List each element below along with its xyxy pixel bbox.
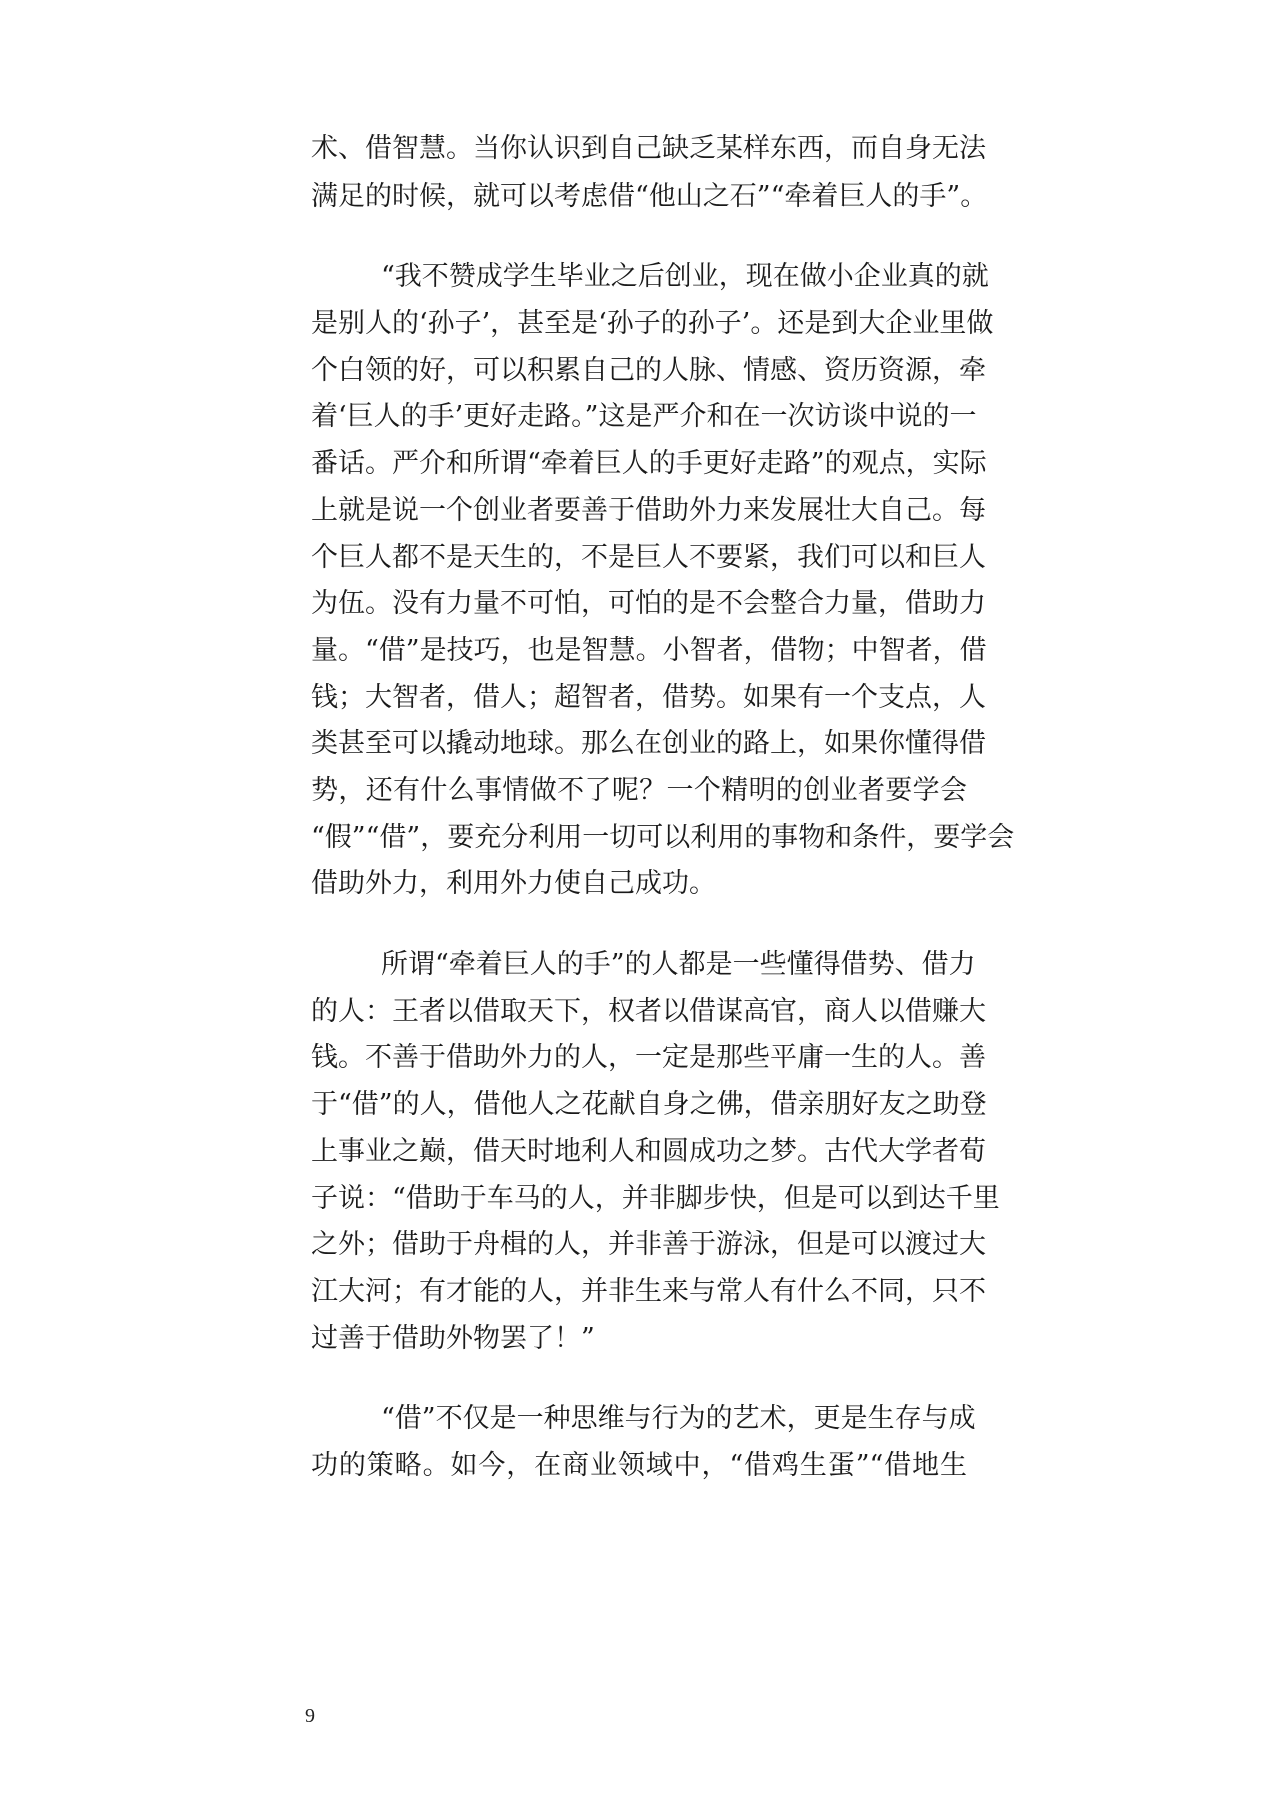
- text-line: 上就是说一个创业者要善于借助外力来发展壮大自己。每: [311, 495, 986, 526]
- page-number: 9: [305, 1705, 315, 1727]
- text-line: 钱。不善于借助外力的人，一定是那些平庸一生的人。善: [311, 1042, 986, 1073]
- text-line: “借”不仅是一种思维与行为的艺术，更是生存与成: [381, 1403, 976, 1434]
- text-line: “我不赞成学生毕业之后创业，现在做小企业真的就: [381, 261, 989, 292]
- text-line: 过善于借助外物罢了！”: [311, 1323, 595, 1354]
- text-line: 势，还有什么事情做不了呢？一个精明的创业者要学会: [311, 775, 967, 806]
- text-line: 番话。严介和所谓“牵着巨人的手更好走路”的观点，实际: [311, 448, 987, 479]
- text-line: “假”“借”，要充分利用一切可以利用的事物和条件，要学会: [311, 822, 1015, 853]
- text-line: 个巨人都不是天生的，不是巨人不要紧，我们可以和巨人: [311, 542, 986, 573]
- text-line: 量。“借”是技巧，也是智慧。小智者，借物；中智者，借: [311, 635, 987, 666]
- text-line: 所谓“牵着巨人的手”的人都是一些懂得借势、借力: [381, 949, 976, 980]
- text-line: 功的策略。如今，在商业领域中，“借鸡生蛋”“借地生: [311, 1450, 967, 1481]
- text-line: 江大河；有才能的人，并非生来与常人有什么不同，只不: [311, 1276, 986, 1307]
- text-line: 类甚至可以撬动地球。那么在创业的路上，如果你懂得借: [311, 728, 986, 759]
- text-line: 为伍。没有力量不可怕，可怕的是不会整合力量，借助力: [311, 588, 986, 619]
- text-line: 于“借”的人，借他人之花献自身之佛，借亲朋好友之助登: [311, 1089, 987, 1120]
- text-line: 满足的时候，就可以考虑借“他山之石”“牵着巨人的手”。: [311, 181, 988, 212]
- text-line: 的人：王者以借取天下，权者以借谋高官，商人以借赚大: [311, 996, 986, 1027]
- text-line: 是别人的‘孙子’，甚至是‘孙子的孙子’。还是到大企业里做: [311, 308, 994, 339]
- text-line: 上事业之巅，借天时地利人和圆成功之梦。古代大学者荀: [311, 1136, 986, 1167]
- text-line: 着‘巨人的手’更好走路。”这是严介和在一次访谈中说的一: [311, 401, 977, 432]
- text-line: 术、借智慧。当你认识到自己缺乏某样东西，而自身无法: [311, 133, 986, 164]
- text-line: 子说：“借助于车马的人，并非脚步快，但是可以到达千里: [311, 1183, 1000, 1214]
- text-line: 钱；大智者，借人；超智者，借势。如果有一个支点，人: [311, 682, 986, 713]
- text-line: 之外；借助于舟楫的人，并非善于游泳，但是可以渡过大: [311, 1229, 986, 1260]
- text-line: 个白领的好，可以积累自己的人脉、情感、资历资源，牵: [311, 355, 986, 386]
- text-line: 借助外力，利用外力使自己成功。: [311, 868, 716, 899]
